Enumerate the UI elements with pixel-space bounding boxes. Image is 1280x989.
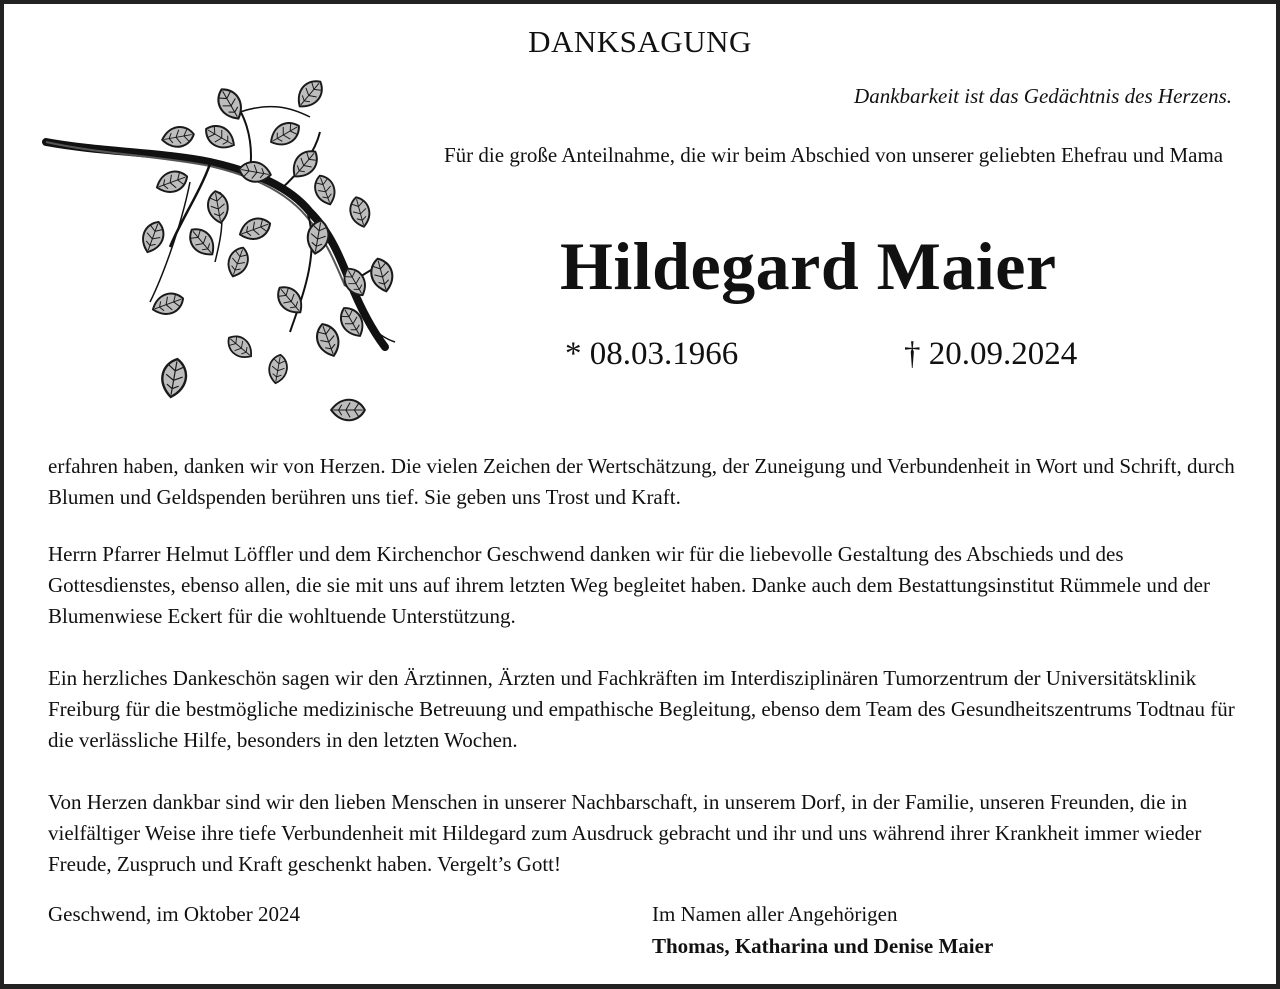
paragraph-neighbors: Von Herzen dankbar sind wir den lieben Menschen in unserer Nachbarschaft, in unserem Dorf, in der Familie, unseren Freunden, die in vielfältiger Weise ihre tiefe Verbundenheit mit Hildegard zum Ausdruck gebracht und ihr und uns während ihrer Krankheit immer wieder Freude, Zuspruch und Kraft geschenkt haben. Vergelt’s Gott! xyxy=(48,790,1202,876)
paragraph-doctors: Ein herzliches Dankeschön sagen wir den Ärztinnen, Ärzten und Fachkräften im Interdisziplinären Tumorzentrum der Universitätsklinik Freiburg für die bestmögliche medizinische Betreuung und empathische Begleitung, ebenso dem Team des Gesundheitszentrums Todtnau für die verlässliche Hilfe, besonders in den letzten Wochen. xyxy=(48,666,1235,752)
death-date: † 20.09.2024 xyxy=(904,336,1078,372)
signature-label: Im Namen aller Angehörigen xyxy=(652,902,898,926)
motto-quote: Dankbarkeit ist das Gedächtnis des Herzens. xyxy=(854,84,1232,108)
signature-names: Thomas, Katharina und Denise Maier xyxy=(652,934,994,958)
paragraph-pastor: Herrn Pfarrer Helmut Löffler und dem Kirchenchor Geschwend danken wir für die liebevolle Gestaltung des Abschieds und des Gottesdienstes, ebenso allen, die sie mit uns auf ihrem letzten Weg begleitet haben. Danke auch dem Bestattungsinstitut Rümmele und der Blumenwiese Eckert für die wohltuende Unterstützung. xyxy=(48,542,1210,628)
page-title: DANKSAGUNG xyxy=(528,24,752,59)
paragraph-thanks: erfahren haben, danken wir von Herzen. Die vielen Zeichen der Wertschätzung, der Zuneigung und Verbundenheit in Wort und Schrift, durch Blumen und Geldspenden berühren uns tief. Sie geben uns Trost und Kraft. xyxy=(48,454,1235,509)
intro-text: Für die große Anteilnahme, die wir beim Abschied von unserer geliebten Ehefrau und Mama xyxy=(444,143,1224,167)
birch-branch-icon xyxy=(40,72,420,432)
deceased-name: Hildegard Maier xyxy=(560,228,1057,304)
place-date: Geschwend, im Oktober 2024 xyxy=(48,902,300,926)
birth-date: * 08.03.1966 xyxy=(565,336,739,372)
